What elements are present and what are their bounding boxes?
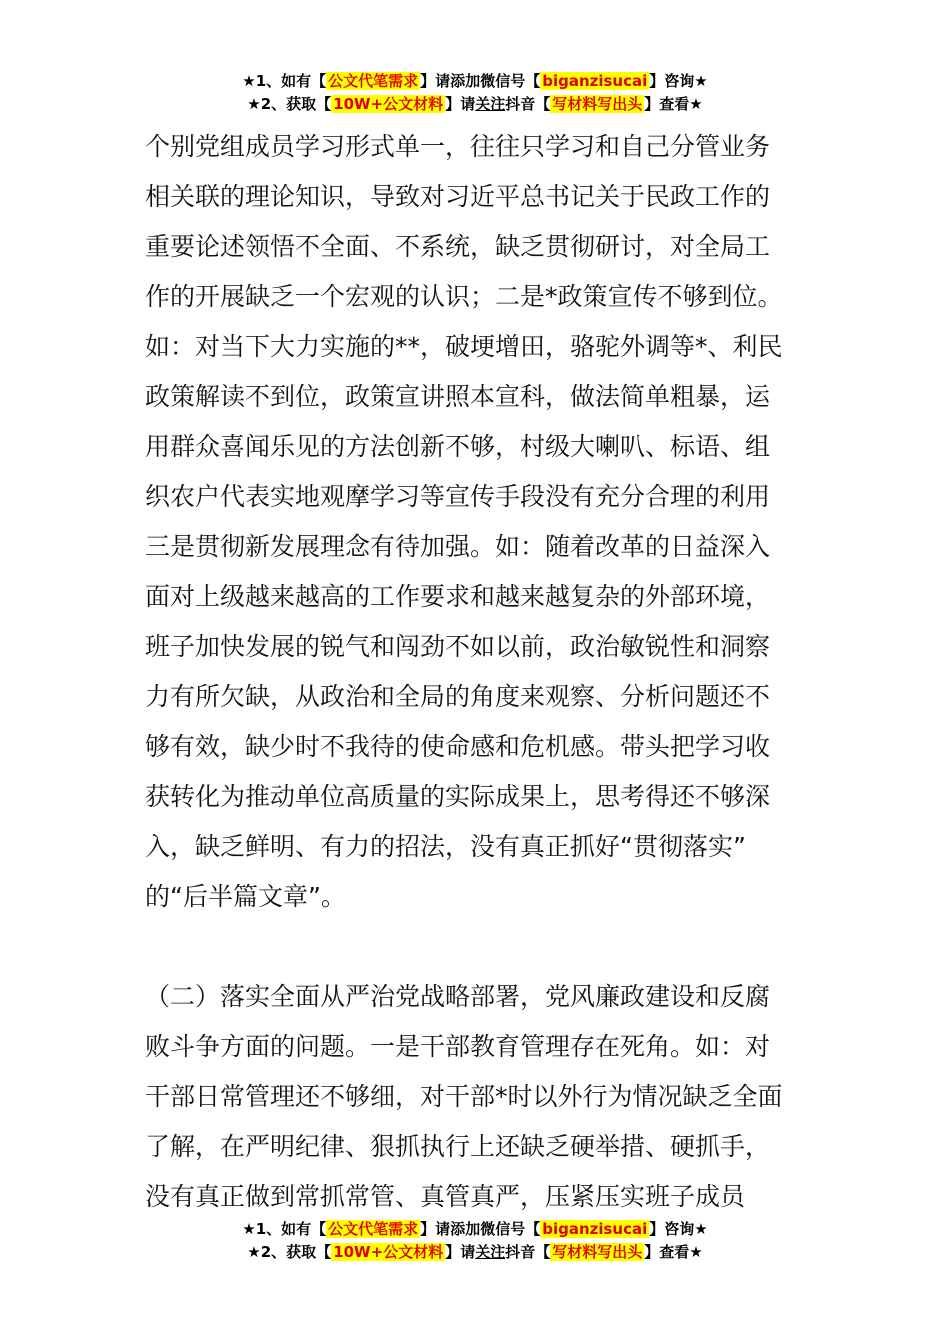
promo-text: 加	[465, 1220, 481, 1238]
promo-text: 关注	[475, 95, 506, 113]
promo-text: 】查看★	[644, 95, 703, 113]
body-line: 政策解读不到位，政策宣讲照本宣科，做法简单粗暴，运	[145, 382, 771, 411]
douyin-account-badge: 写材料写出头	[552, 95, 643, 113]
promo-line-1	[0, 1218, 950, 1241]
body-line: 入，缺乏鲜明、有力的招法，没有真正抓好“贯彻落实”	[145, 832, 746, 861]
body-line: 重要论述领悟不全面、不系统，缺乏贯彻研讨，对全局工	[145, 232, 771, 261]
body-line: 面对上级越来越高的工作要求和越来越复杂的外部环境，	[145, 582, 771, 611]
footer-promo-banner	[0, 1218, 950, 1264]
highlight-badge: 公文代笔需求	[328, 1220, 419, 1238]
highlight-badge: 10W+公文材料	[333, 1243, 444, 1261]
paragraph-gap	[145, 922, 810, 972]
promo-text: 微信号【	[480, 72, 541, 90]
body-line: 相关联的理论知识，导致对习近平总书记关于民政工作的	[145, 182, 771, 211]
body-line: 败斗争方面的问题。一是干部教育管理存在死角。如：对	[145, 1032, 771, 1061]
promo-line-2	[0, 93, 950, 116]
body-line: 作的开展缺乏一个宏观的认识；二是*政策宣传不够到位。	[145, 282, 783, 311]
promo-text: 】咨询★	[649, 72, 708, 90]
body-line: 没有真正做到常抓常管、真管真严，压紧压实班子成员	[145, 1182, 746, 1211]
document-body	[145, 122, 810, 1222]
highlight-badge: 10W+公文材料	[333, 95, 444, 113]
promo-text: 】请添	[420, 1220, 466, 1238]
promo-text: ★1、如有【	[242, 72, 327, 90]
header-promo-banner	[0, 70, 950, 116]
promo-text: 抖音【	[505, 95, 551, 113]
body-line: 的“后半篇文章”。	[145, 882, 346, 911]
wechat-id-badge: biganzisucai	[542, 72, 648, 90]
body-line: 了解，在严明纪律、狠抓执行上还缺乏硬举措、硬抓手，	[145, 1132, 771, 1161]
promo-text: 】请	[445, 1243, 476, 1261]
promo-text: 】咨询★	[649, 1220, 708, 1238]
body-line: 干部日常管理还不够细，对干部*时以外行为情况缺乏全面	[145, 1082, 783, 1111]
promo-text: 微信号【	[480, 1220, 541, 1238]
promo-line-1	[0, 70, 950, 93]
body-line: 个别党组成员学习形式单一，往往只学习和自己分管业务	[145, 132, 771, 161]
wechat-id-badge: biganzisucai	[542, 1220, 648, 1238]
body-line: 三是贯彻新发展理念有待加强。如：随着改革的日益深入	[145, 532, 771, 561]
promo-line-2	[0, 1241, 950, 1264]
highlight-badge: 公文代笔需求	[328, 72, 419, 90]
body-line: 够有效，缺少时不我待的使命感和危机感。带头把学习收	[145, 732, 771, 761]
promo-text: ★1、如有【	[242, 1220, 327, 1238]
body-line: 如：对当下大力实施的**，破埂增田，骆驼外调等*、利民	[145, 332, 783, 361]
douyin-account-badge: 写材料写出头	[552, 1243, 643, 1261]
promo-text: 抖音【	[505, 1243, 551, 1261]
promo-text: 关注	[475, 1243, 506, 1261]
body-line: 获转化为推动单位高质量的实际成果上，思考得还不够深	[145, 782, 771, 811]
body-line: 力有所欠缺，从政治和全局的角度来观察、分析问题还不	[145, 682, 771, 711]
section-heading-line: （二）落实全面从严治党战略部署，党风廉政建设和反腐	[145, 982, 771, 1011]
body-line: 班子加快发展的锐气和闯劲不如以前，政治敏锐性和洞察	[145, 632, 771, 661]
promo-text: ★2、获取【	[247, 95, 332, 113]
promo-text: 】请添	[420, 72, 466, 90]
promo-text: 加	[465, 72, 481, 90]
promo-text: 】请	[445, 95, 476, 113]
body-line: 用群众喜闻乐见的方法创新不够，村级大喇叭、标语、组	[145, 432, 771, 461]
promo-text: 】查看★	[644, 1243, 703, 1261]
body-line: 织农户代表实地观摩学习等宣传手段没有充分合理的利用	[145, 482, 771, 511]
promo-text: ★2、获取【	[247, 1243, 332, 1261]
